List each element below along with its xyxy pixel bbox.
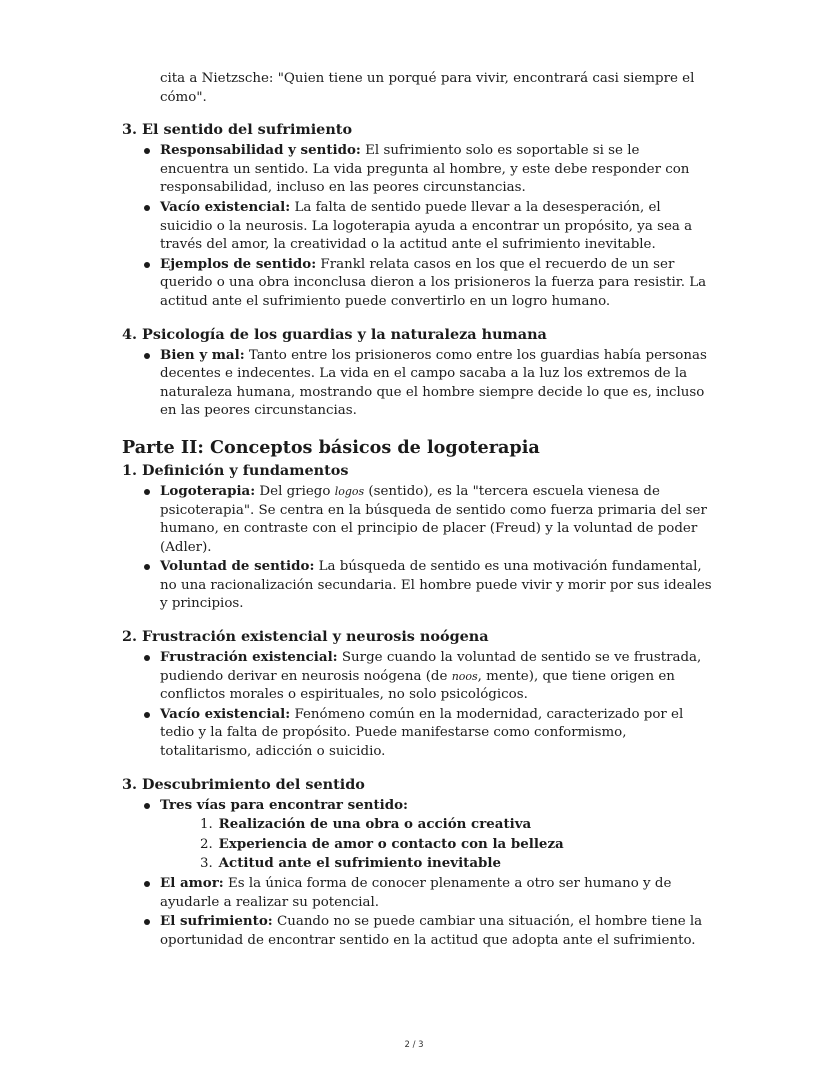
term: Vacío existencial:	[160, 705, 291, 722]
intro-continuation: cita a Nietzsche: "Quien tiene un porqué para vivir, encontrará casi siempre el cómo".	[160, 71, 695, 105]
term: El sufrimiento:	[160, 913, 273, 930]
item-text: La falta de sentido puede llevar a la desesperación, el suicidio o la neurosis. La logoterapia ayuda a encontrar un propósito, ya sea a través del amor, la creatividad o la actitud ante el sufrimiento inevitable.	[160, 199, 693, 253]
term: Bien y mal:	[160, 346, 245, 363]
item-text: La búsqueda de sentido es una motivación fundamental, no una racionalización secundaria. El hombre puede vivir y morir por sus ideales y principios.	[160, 559, 712, 612]
numbered-item: 1. Realización de una obra o acción creativa	[200, 816, 532, 833]
list-item: Logoterapia: Del griego logos (sentido), es la "tercera escuela vienesa de psicoterapia". Se centra en la búsqueda de sentido como fuerza primaria del ser humano, en contraste con el principio de placer (Freud) y la voluntad de poder (Adler).	[122, 482, 712, 557]
list-item: Frustración existencial: Surge cuando la voluntad de sentido se ve frustrada, pudiendo derivar en neurosis noógena (de noos, mente), que tiene origen en conflictos morales o espirituales, no solo psicológicos.	[122, 648, 712, 705]
part-heading: Parte II: Conceptos básicos de logoterapia	[122, 436, 540, 458]
bullet-list	[122, 482, 712, 614]
item-text: Cuando no se puede cambiar una situación, el hombre tiene la oportunidad de encontrar sentido en la actitud que adopta ante el sufrimiento.	[160, 914, 703, 948]
part-two	[122, 437, 712, 950]
section-guards-psychology	[122, 325, 712, 421]
list-item	[122, 198, 712, 255]
list-item	[122, 141, 712, 198]
item-text: El sufrimiento solo es soportable si se le encuentra un sentido. La vida pregunta al hombre, y este debe responder con responsabilidad, incluso en las peores circunstancias.	[160, 143, 690, 196]
document-page	[122, 70, 712, 950]
bullet-list	[122, 346, 712, 421]
term: Voluntad de sentido:	[160, 558, 315, 575]
list-item	[122, 705, 712, 762]
section-heading: 4. Psicología de los guardias y la naturaleza humana	[122, 325, 547, 343]
section-heading: 3. El sentido del sufrimiento	[122, 121, 353, 139]
term: Tres vías para encontrar sentido:	[160, 796, 408, 813]
section-heading: 1. Definición y fundamentos	[122, 461, 349, 479]
item-text: Fenómeno común en la modernidad, caracterizado por el tedio y la falta de propósito. Puede manifestarse como conformismo, totalitarismo, adicción o suicidio.	[160, 706, 684, 760]
list-item	[122, 874, 712, 912]
term: El amor:	[160, 875, 224, 891]
term: Logoterapia:	[160, 482, 256, 499]
item-text: Es la única forma de conocer plenamente a otro ser humano y de ayudarle a realizar su potencial.	[160, 876, 672, 910]
list-item	[122, 346, 712, 421]
section-heading: 3. Descubrimiento del sentido	[122, 775, 365, 793]
numbered-list	[160, 815, 712, 874]
italic-term: logos	[334, 484, 365, 498]
section-meaning-of-suffering	[122, 120, 712, 311]
term: Ejemplos de sentido:	[160, 255, 317, 272]
list-item	[122, 255, 712, 312]
bullet-list	[122, 141, 712, 311]
section-heading: 2. Frustración existencial y neurosis noógena	[122, 628, 489, 646]
numbered-item: 2. Experiencia de amor o contacto con la belleza	[200, 835, 564, 852]
term: Vacío existencial:	[160, 198, 291, 215]
list-item	[122, 912, 712, 950]
numbered-item: 3. Actitud ante el sufrimiento inevitable	[200, 855, 501, 872]
item-text: Frankl relata casos en los que el recuerdo de un ser querido o una obra inconclusa dieron a los prisioneros la fuerza para resistir. La actitud ante el sufrimiento puede convertirlo en un logro humano.	[160, 256, 707, 309]
term: Frustración existencial:	[160, 649, 338, 666]
term: Responsabilidad y sentido:	[160, 142, 361, 159]
item-text: Tanto entre los prisioneros como entre los guardias había personas decentes e indecentes. La vida en el campo sacaba a la luz los extremos de la naturaleza humana, mostrando que el hombre siempre decide lo que es, incluso en las peores circunstancias.	[160, 347, 707, 419]
bullet-list	[122, 796, 712, 951]
list-item	[122, 796, 712, 874]
italic-term: noos	[451, 669, 478, 683]
bullet-list	[122, 648, 712, 762]
page-number: 2 / 3	[404, 1040, 424, 1050]
list-item	[122, 557, 712, 614]
